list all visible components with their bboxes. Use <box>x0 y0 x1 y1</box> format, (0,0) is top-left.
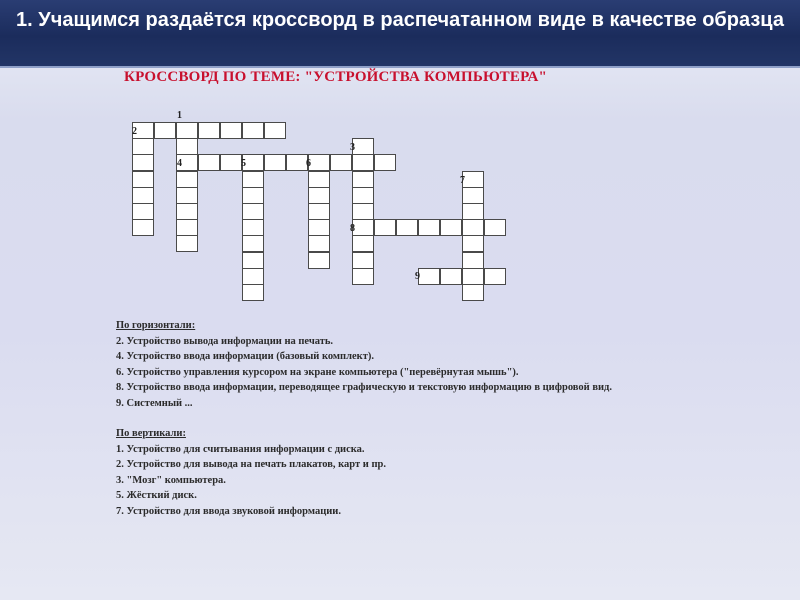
crossword-cell <box>462 235 484 252</box>
vertical-clue: 5. Жёсткий диск. <box>116 490 197 501</box>
crossword-cell <box>176 138 198 155</box>
crossword-cell <box>418 219 440 236</box>
crossword-cell <box>484 219 506 236</box>
crossword-cell <box>176 219 198 236</box>
vertical-clues-heading: По вертикали: <box>116 428 186 439</box>
horizontal-clue: 4. Устройство ввода информации (базовый комплект). <box>116 351 374 362</box>
crossword-cell <box>352 235 374 252</box>
clue-number-7: 7 <box>460 175 465 186</box>
crossword-cell <box>440 268 462 285</box>
crossword-cell <box>242 284 264 301</box>
horizontal-clue: 2. Устройство вывода информации на печать. <box>116 335 334 347</box>
crossword-cell <box>352 138 374 155</box>
crossword-cell <box>198 122 220 139</box>
crossword-cell <box>352 187 374 204</box>
crossword-heading: КРОССВОРД ПО ТЕМЕ: "УСТРОЙСТВА КОМПЬЮТЕРА" <box>124 69 548 85</box>
crossword-cell <box>352 203 374 220</box>
crossword-cell <box>462 252 484 269</box>
crossword-cell <box>198 154 220 171</box>
crossword-cell <box>132 171 154 188</box>
crossword-cell <box>154 122 176 139</box>
vertical-clue: 2. Устройство для вывода на печать плакатов, карт и пр. <box>116 459 386 470</box>
crossword-cell <box>308 219 330 236</box>
crossword-cell <box>308 252 330 269</box>
crossword-cell <box>220 122 242 139</box>
horizontal-clues-heading: По горизонтали: <box>116 320 196 331</box>
horizontal-clue: 8. Устройство ввода информации, переводящее графическую и текстовую информацию в цифровой вид. <box>116 382 612 393</box>
crossword-cell <box>308 171 330 188</box>
crossword-cell <box>330 154 352 171</box>
crossword-cell <box>242 268 264 285</box>
crossword-cell <box>132 219 154 236</box>
horizontal-clue: 9. Системный ... <box>116 397 193 409</box>
crossword-cell <box>176 203 198 220</box>
clue-number-1: 1 <box>177 110 182 121</box>
crossword-cell <box>396 219 418 236</box>
crossword-cell <box>462 203 484 220</box>
crossword-cell <box>242 171 264 188</box>
clues-block <box>116 318 676 519</box>
crossword-cell <box>242 252 264 269</box>
clue-number-6: 6 <box>306 158 311 169</box>
crossword-cell <box>286 154 308 171</box>
crossword-cell <box>308 235 330 252</box>
crossword-cell <box>176 171 198 188</box>
crossword-cell <box>264 154 286 171</box>
vertical-clue: 1. Устройство для считывания информации с диска. <box>116 443 365 455</box>
clue-number-4: 4 <box>177 158 182 169</box>
crossword-cell <box>374 154 396 171</box>
crossword-cell <box>242 219 264 236</box>
crossword-cell <box>242 187 264 204</box>
crossword-cell <box>132 138 154 155</box>
crossword-cell <box>374 219 396 236</box>
crossword-cell <box>462 284 484 301</box>
crossword-cell <box>352 268 374 285</box>
crossword-cell <box>484 268 506 285</box>
crossword-cell <box>352 252 374 269</box>
clue-number-5: 5 <box>241 158 246 169</box>
crossword-cell <box>220 154 242 171</box>
crossword-cell <box>308 187 330 204</box>
crossword-cell <box>308 154 330 171</box>
crossword-cell <box>352 171 374 188</box>
crossword-cell <box>132 203 154 220</box>
slide-title: 1. Учащимся раздаётся кроссворд в распечатанном виде в качестве образца <box>16 9 784 31</box>
crossword-cell <box>132 154 154 171</box>
crossword-cell <box>242 235 264 252</box>
vertical-clue: 7. Устройство для ввода звуковой информации. <box>116 505 341 517</box>
crossword-cell <box>176 235 198 252</box>
clue-number-2: 2 <box>132 126 137 137</box>
crossword-cell <box>308 203 330 220</box>
crossword-cell <box>264 122 286 139</box>
crossword-cell <box>242 203 264 220</box>
horizontal-clue: 6. Устройство управления курсором на экране компьютера ("перевёрнутая мышь"). <box>116 366 519 378</box>
clue-number-3: 3 <box>350 142 355 153</box>
crossword-cell <box>352 219 374 236</box>
crossword-cell <box>176 122 198 139</box>
crossword-cell <box>462 219 484 236</box>
crossword-cell <box>352 154 374 171</box>
clue-number-9: 9 <box>415 271 420 282</box>
crossword-cell <box>462 187 484 204</box>
crossword-cell <box>132 187 154 204</box>
crossword-cell <box>418 268 440 285</box>
crossword-cell <box>176 187 198 204</box>
crossword-cell <box>462 268 484 285</box>
crossword-cell <box>242 122 264 139</box>
vertical-clue: 3. "Мозг" компьютера. <box>116 474 226 486</box>
crossword-cell <box>440 219 462 236</box>
crossword-cell <box>462 171 484 188</box>
clue-number-8: 8 <box>350 223 355 234</box>
